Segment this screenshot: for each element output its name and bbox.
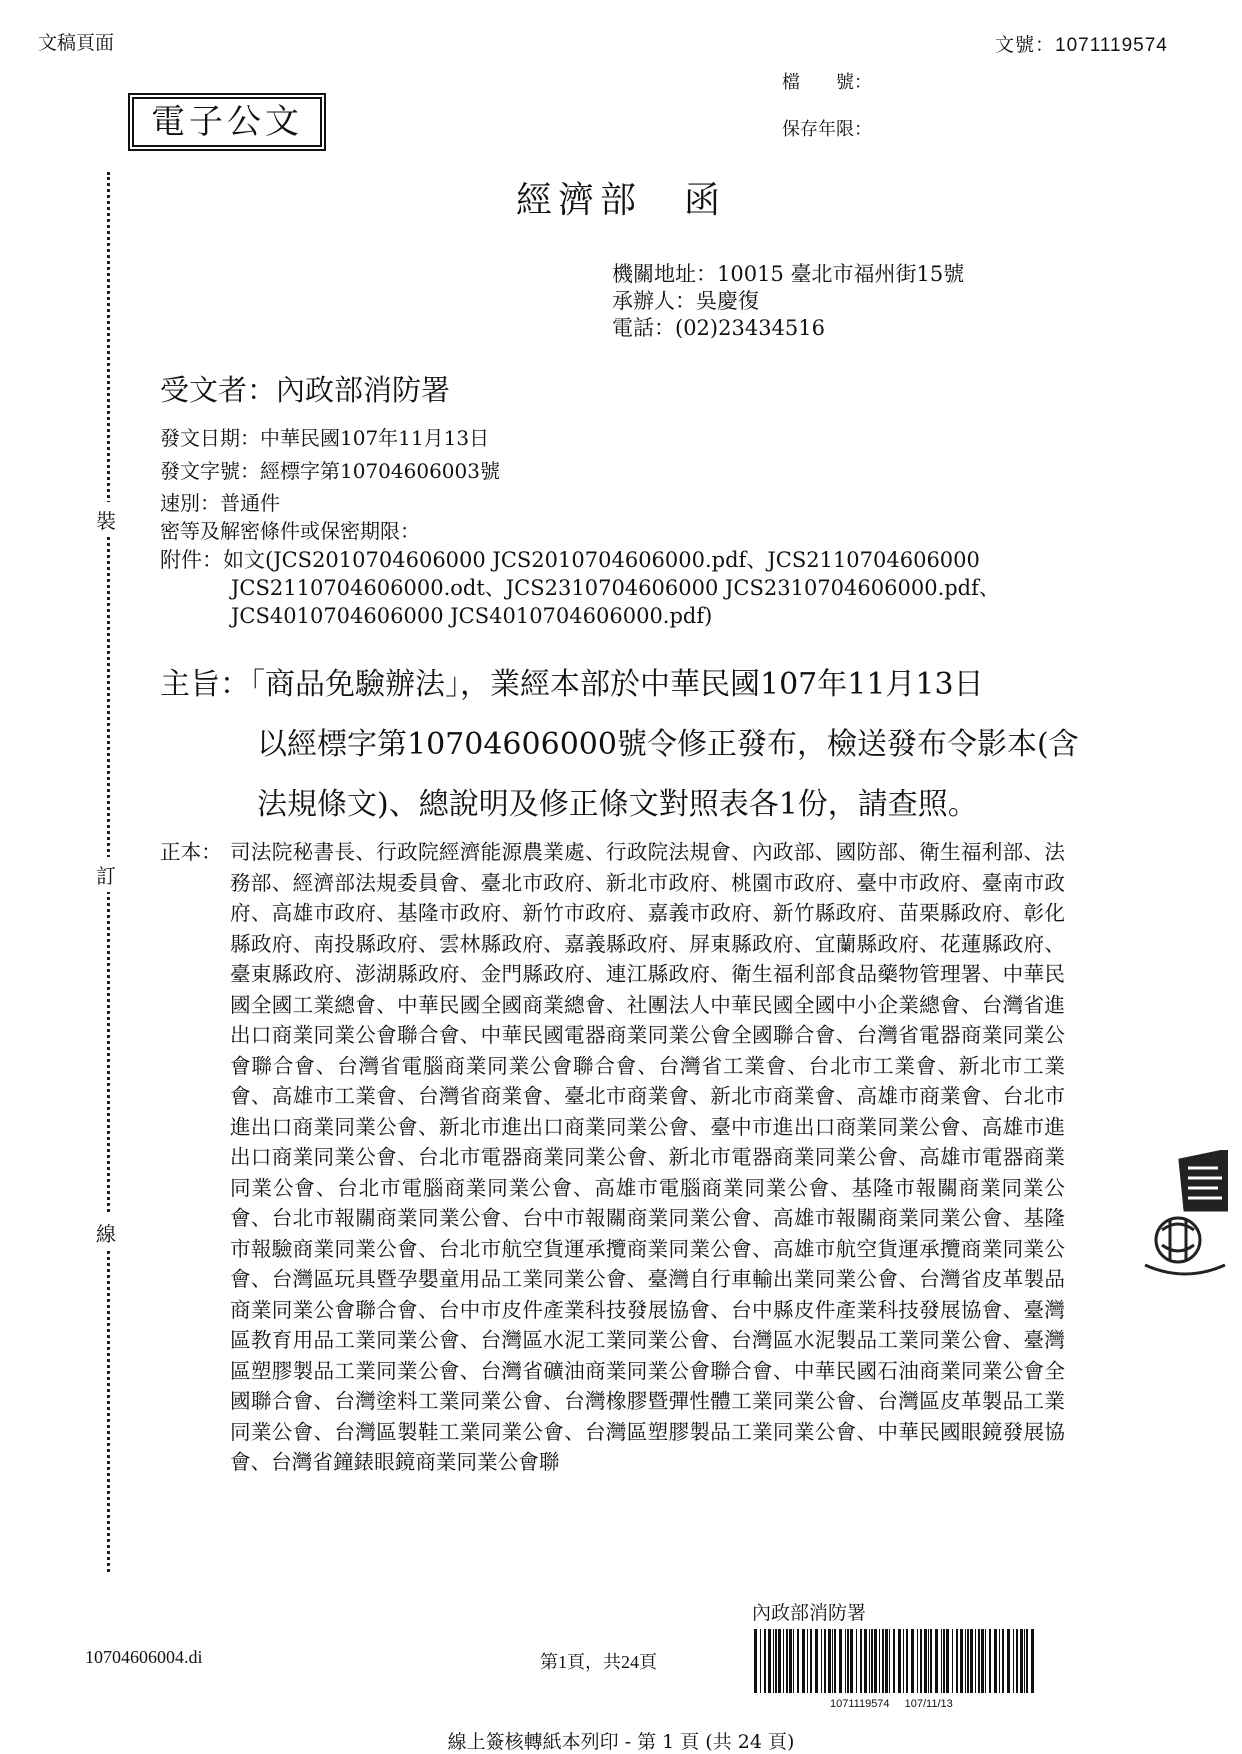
subject-line-1: 主旨：「商品免驗辦法」，業經本部於中華民國107年11月13日 [160, 667, 984, 702]
attachments [160, 546, 1080, 630]
secrecy-level: 密等及解密條件或保密期限： [160, 519, 420, 543]
margin-mark-staple: 訂 [96, 857, 116, 892]
subject-block [160, 655, 1080, 835]
recipient: 受文者：內政部消防署 [160, 373, 451, 407]
sender-phone: 電話：(02)23434516 [612, 316, 825, 340]
document-title: 經濟部 函 [515, 180, 726, 221]
barcode-number: 1071119574 [830, 1698, 890, 1710]
retention-period-label: 保存年限： [782, 119, 872, 140]
document-number: 文號：1071119574 [995, 35, 1168, 56]
attachment-text: 附件：如文(JCS2010704606000 JCS2010704606000.pdf、JCS2110704606000 JCS2110704606000.odt、JCS2310704606000 JCS2310704606000.pdf、JCS4010704606000 JCS4010704606000.pdf) [160, 548, 1000, 628]
barcode-icon [752, 1629, 1040, 1693]
issue-date: 發文日期：中華民國107年11月13日 [160, 426, 490, 450]
original-recipients [160, 837, 1065, 1478]
barcode-block [752, 1598, 1040, 1710]
margin-mark-line: 線 [96, 1215, 116, 1250]
print-note: 線上簽核轉紙本列印 - 第 1 頁 (共 24 頁) [447, 1731, 795, 1753]
original-recipients-label: 正本： [160, 840, 222, 864]
file-number-label: 檔 號： [782, 72, 872, 93]
file-name: 10704606004.di [85, 1647, 203, 1667]
sender-address: 機關地址：10015 臺北市福州街15號 [612, 262, 965, 286]
original-recipients-list: 司法院秘書長、行政院經濟能源農業處、行政院法規會、內政部、國防部、衛生福利部、法務部、經濟部法規委員會、臺北市政府、新北市政府、桃園市政府、臺中市政府、臺南市政府、高雄市政府、基隆市政府、新竹市政府、嘉義市政府、新竹縣政府、苗栗縣政府、彰化縣政府、南投縣政府、雲林縣政府、嘉義縣政府、屏東縣政府、宜蘭縣政府、花蓮縣政府、臺東縣政府、澎湖縣政府、金門縣政府、連江縣政府、衛生福利部食品藥物管理署、中華民國全國工業總會、中華民國全國商業總會、社團法人中華民國全國中小企業總會、台灣省進出口商業同業公會聯合會、中華民國電器商業同業公會全國聯合會、台灣省電器商業同業公會聯合會、台灣省電腦商業同業公會聯合會、台灣省工業會、台北市工業會、新北市工業會、高雄市工業會、台灣省商業會、臺北市商業會、新北市商業會、高雄市商業會、台北市進出口商業同業公會、新北市進出口商業同業公會、臺中市進出口商業同業公會、高雄市進出口商業同業公會、台北市電器商業同業公會、新北市電器商業同業公會、高雄市電器商業同業公會、台北市電腦商業同業公會、高雄市電腦商業同業公會、基隆市報關商業同業公會、台北市報關商業同業公會、台中市報關商業同業公會、高雄市報關商業同業公會、基隆市報驗商業同業公會、台北市航空貨運承攬商業同業公會、高雄市航空貨運承攬商業同業公會、台灣區玩具暨孕嬰童用品工業同業公會、臺灣自行車輸出業同業公會、台灣省皮革製品商業同業公會聯合會、台中市皮件產業科技發展協會、台中縣皮件產業科技發展協會、臺灣區教育用品工業同業公會、台灣區水泥工業同業公會、台灣區水泥製品工業同業公會、臺灣區塑膠製品工業同業公會、台灣省礦油商業同業公會聯合會、中華民國石油商業同業公會全國聯合會、台灣塗料工業同業公會、台灣橡膠暨彈性體工業同業公會、台灣區皮革製品工業同業公會、台灣區製鞋工業同業公會、台灣區塑膠製品工業同業公會、中華民國眼鏡發展協會、台灣省鐘錶眼鏡商業同業公會聯 [230, 840, 1065, 1474]
margin-mark-bind: 裝 [96, 502, 116, 537]
electronic-document-stamp: 電子公文 [132, 97, 322, 147]
receiver-organization: 內政部消防署 [752, 1603, 867, 1624]
page-indicator: 第1頁，共24頁 [540, 1652, 657, 1672]
barcode-date: 107/11/13 [904, 1698, 953, 1710]
page-label: 文稿頁面 [38, 33, 115, 54]
delivery-speed: 速別：普通件 [160, 491, 280, 515]
official-seal-icon [1140, 1150, 1228, 1280]
subject-continued: 以經標字第10704606000號令修正發布，檢送發布令影本(含法規條文)、總說明及修正條文對照表各1份，請查照。 [257, 727, 1079, 822]
sender-handler: 承辦人：吳慶復 [612, 289, 759, 313]
reference-number: 發文字號：經標字第10704606003號 [160, 459, 500, 483]
